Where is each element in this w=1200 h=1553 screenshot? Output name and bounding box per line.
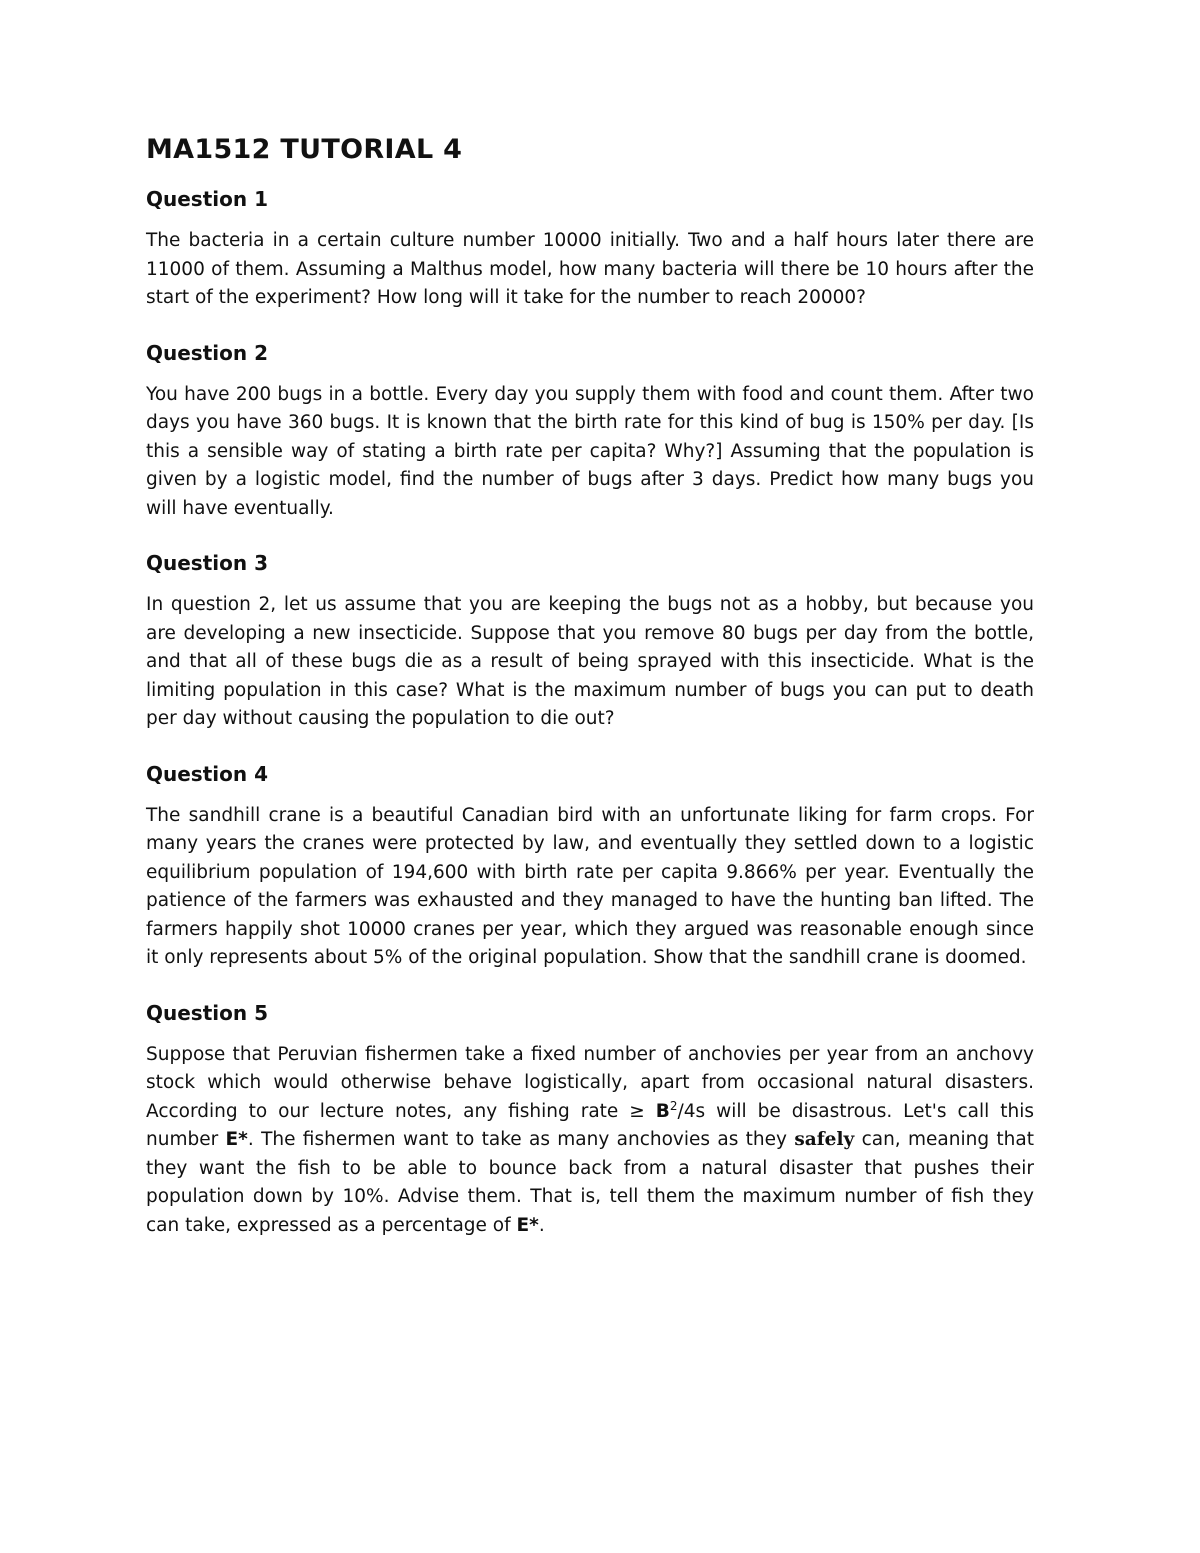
- text-span: Suppose that Peruvian fishermen take a fixed number of anchovies per year from an anchovy stock which would otherwise behave logistically, apart from occasional natural disasters. According to our lecture notes, any fishing rate ≥: [146, 1043, 1034, 1122]
- question-text: [146, 1041, 1034, 1241]
- text-span: can, meaning that they want the fish to be able to bounce back from a natural disaster that pushes their population down by 10%. Advise them. That is, tell them the maximum number of fish they can take, expressed as a percentage of: [146, 1129, 1034, 1236]
- question-heading: Question 3: [146, 551, 268, 575]
- text-span: . The fishermen want to take as many anchovies as they: [247, 1129, 795, 1150]
- question-4: [146, 762, 1034, 973]
- question-text: The sandhill crane is a beautiful Canadian bird with an unfortunate liking for farm crops. For many years the cranes were protected by law, and eventually they settled down to a logistic equilibrium population of 194,600 with birth rate per capita 9.866% per year. Eventually the patience of the farmers was exhausted and they managed to have the hunting ban lifted. The farmers happily shot 10000 cranes per year, which they argued was reasonable enough since it only represents about 5% of the original population. Show that the sandhill crane is doomed.: [146, 804, 1034, 968]
- question-1: [146, 187, 1034, 313]
- question-heading: Question 5: [146, 1000, 268, 1025]
- formula-e-star: E*: [225, 1129, 248, 1150]
- question-text: The bacteria in a certain culture number 10000 initially. Two and a half hours later there are 11000 of them. Assuming a Malthus model, how many bacteria will there be 10 hours after the start of the experiment? How long will it take for the number to reach 20000?: [146, 230, 1034, 308]
- question-heading: Question 4: [146, 761, 268, 786]
- question-5: [146, 1001, 1034, 1241]
- formula-e-star: E*: [516, 1214, 539, 1236]
- document-title: MA1512 TUTORIAL 4: [146, 134, 463, 165]
- question-3: [146, 551, 1034, 734]
- question-heading: Question 1: [146, 187, 268, 211]
- formula-exponent: 2: [669, 1098, 678, 1113]
- document-page: [146, 134, 1034, 1268]
- question-heading: Question 2: [146, 340, 268, 365]
- emphasis-safely: safely: [794, 1129, 855, 1150]
- formula-b: B: [655, 1100, 670, 1122]
- question-2: [146, 341, 1034, 524]
- question-text: You have 200 bugs in a bottle. Every day you supply them with food and count them. After two days you have 360 bugs. It is known that the birth rate for this kind of bug is 150% per day. [Is this a sensible way of stating a birth rate per capita? Why?] Assuming that the population is given by a logistic model, find the number of bugs after 3 days. Predict how many bugs you will have eventually.: [146, 383, 1034, 519]
- text-span: .: [538, 1214, 545, 1236]
- question-text: In question 2, let us assume that you are keeping the bugs not as a hobby, but because you are developing a new insecticide. Suppose that you remove 80 bugs per day from the bottle, and that all of these bugs die as a result of being sprayed with this insecticide. What is the limiting population in this case? What is the maximum number of bugs you can put to death per day without causing the population to die out?: [146, 594, 1034, 729]
- text-span: /4s will be disastrous. Let's call this number: [146, 1100, 1035, 1150]
